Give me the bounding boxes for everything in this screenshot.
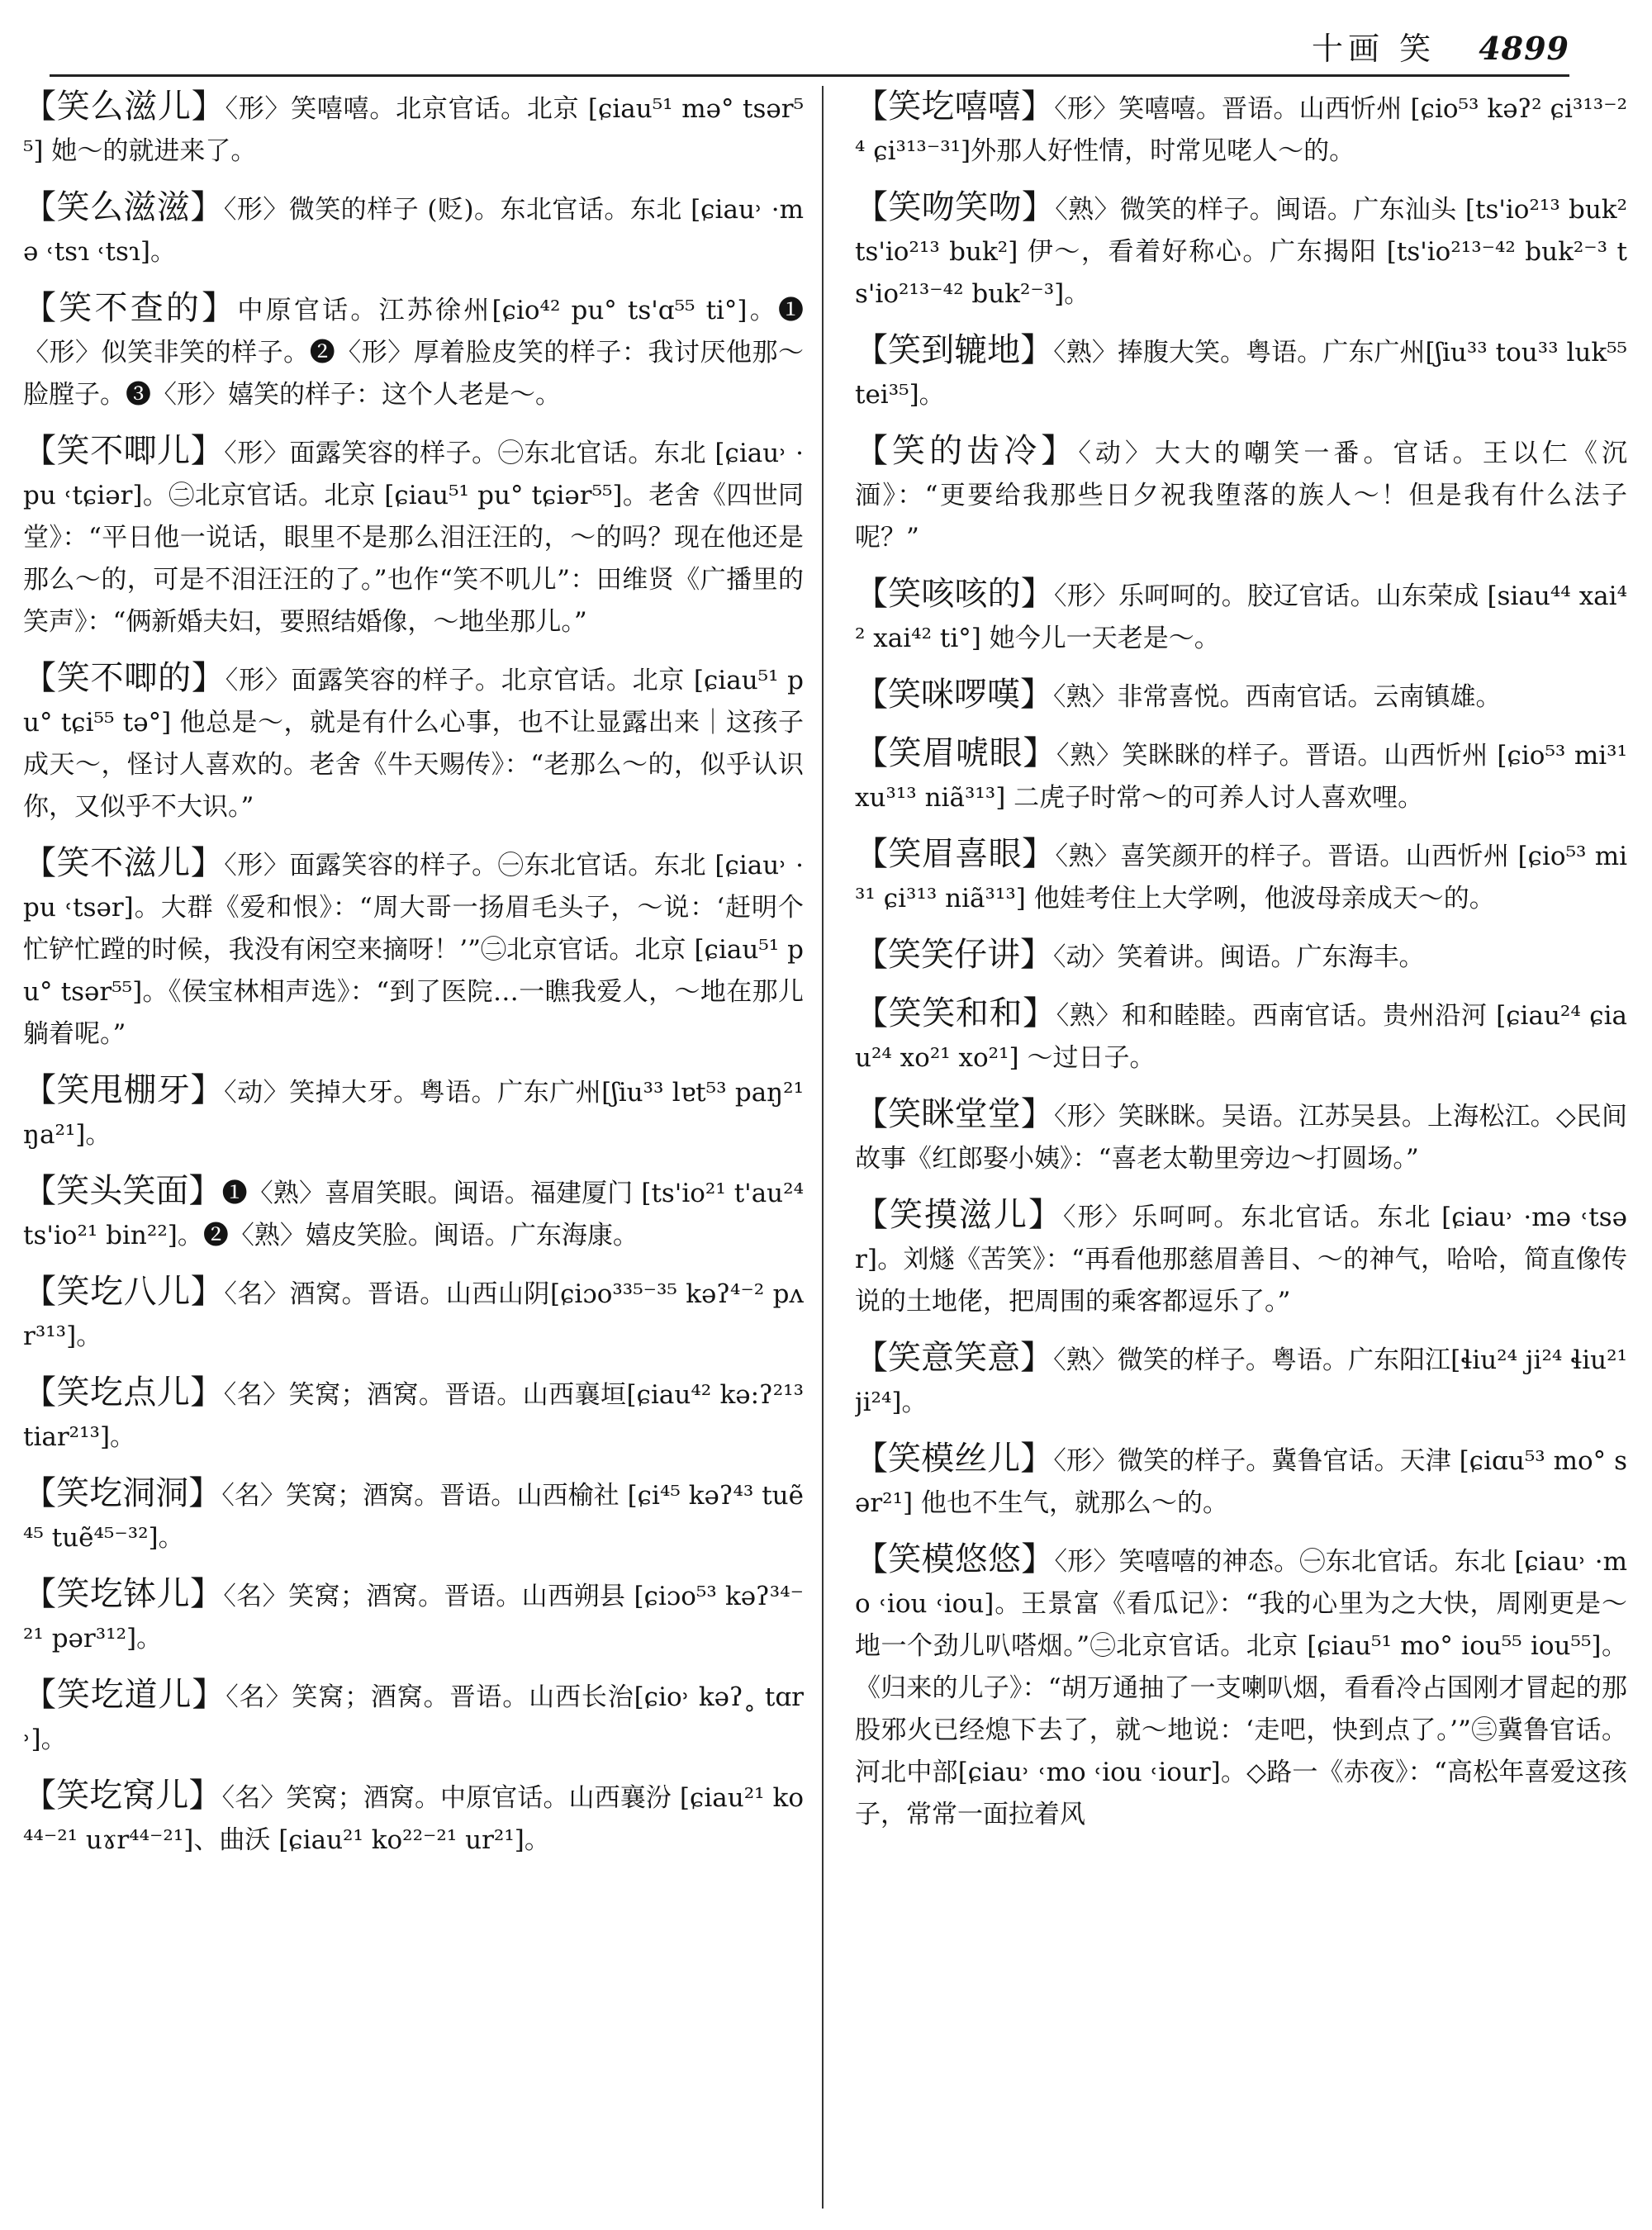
dictionary-entry bbox=[855, 1094, 1627, 1180]
dictionary-entry bbox=[23, 1170, 804, 1257]
dictionary-entry bbox=[23, 430, 804, 643]
headword: 【笑圪道儿】 bbox=[23, 1676, 226, 1714]
headword: 【笑笑和和】 bbox=[855, 994, 1056, 1032]
left-column bbox=[23, 86, 804, 2217]
headword: 【笑圪洞洞】 bbox=[23, 1474, 222, 1512]
definition: 〈名〉笑窝；酒窝。晋语。山西朔县 [ɕiɔo⁵³ kəʔ³⁴⁻²¹ pər³¹²]。 bbox=[23, 1582, 804, 1654]
dictionary-entry bbox=[23, 86, 804, 173]
definition: 〈动〉笑着讲。闽语。广东海丰。 bbox=[1053, 942, 1425, 972]
dictionary-entry bbox=[23, 1473, 804, 1559]
headword: 【笑圪点儿】 bbox=[23, 1374, 224, 1412]
dictionary-entry bbox=[23, 1070, 804, 1156]
dictionary-entry bbox=[23, 1674, 804, 1761]
page-number: 4899 bbox=[1479, 30, 1569, 67]
dictionary-entry bbox=[855, 993, 1627, 1079]
dictionary-entry bbox=[23, 187, 804, 273]
headword: 【笑头笑面】 bbox=[23, 1172, 222, 1210]
headword: 【笑意笑意】 bbox=[855, 1339, 1054, 1377]
headword: 【笑甩棚牙】 bbox=[23, 1071, 225, 1109]
dictionary-entry bbox=[855, 187, 1627, 316]
headword: 【笑么滋儿】 bbox=[23, 88, 225, 126]
dictionary-entry bbox=[23, 1573, 804, 1660]
definition: 〈形〉面露笑容的样子。㊀东北官话。东北 [ɕiau˒ ·pu ˓tɕiər]。㊁北京官话。北京 [ɕiau⁵¹ pu° tɕiər⁵⁵]。老舍《四世同堂》：“平日他一说话，眼里不是那么泪汪汪的，～的吗？现在他还是那么～的，可是不泪汪汪的了。”也作“笑不叽儿”：田维贤《广播里的笑声》：“俩新婚夫妇，要照结婚像，～地坐那儿。” bbox=[23, 439, 804, 637]
headword: 【笑不唧儿】 bbox=[23, 432, 225, 470]
definition: 〈名〉酒窝。晋语。山西山阴[ɕiɔo³³⁵⁻³⁵ kəʔ⁴⁻² pʌr³¹³]。 bbox=[23, 1279, 804, 1351]
definition: 〈形〉面露笑容的样子。㊀东北官话。东北 [ɕiau˒ ·pu ˓tsər]。大群《爱和恨》：“周大哥一扬眉毛头子，～说：‘赶明个忙铲忙蹚的时候，我没有闲空来摘呀！’”㊁北京官话。北京 [ɕiau⁵¹ pu° tsər⁵⁵]。《侯宝林相声选》：“到了医院…一瞧我爱人，～地在那儿躺着呢。” bbox=[23, 851, 804, 1049]
dictionary-entry bbox=[855, 86, 1627, 173]
headword: 【笑圪嘻嘻】 bbox=[855, 88, 1055, 126]
headword: 【笑圪钵儿】 bbox=[23, 1575, 224, 1613]
headword: 【笑咪啰嘆】 bbox=[855, 676, 1053, 714]
headword: 【笑圪八儿】 bbox=[23, 1273, 225, 1311]
headword: 【笑笑仔讲】 bbox=[855, 936, 1053, 974]
headword: 【笑摸滋儿】 bbox=[855, 1196, 1063, 1234]
definition: 〈熟〉捧腹大笑。粤语。广东广州[ʃiu³³ tou³³ luk⁵⁵ tei³⁵]。 bbox=[855, 338, 1627, 410]
dictionary-entry bbox=[855, 1194, 1627, 1323]
definition: 〈熟〉微笑的样子。闽语。广东汕头 [ts'io²¹³ buk² ts'io²¹³ buk²] 伊～，看着好称心。广东揭阳 [ts'io²¹³⁻⁴² buk²⁻³ ts'io²¹³⁻⁴² buk²⁻³]。 bbox=[855, 195, 1627, 309]
headword: 【笑么滋滋】 bbox=[23, 188, 224, 226]
dictionary-entry bbox=[855, 330, 1627, 416]
definition: 〈形〉微笑的样子。冀鲁官话。天津 [ɕiɑu⁵³ mo° sər²¹] 他也不生气，就那么～的。 bbox=[855, 1446, 1627, 1518]
dictionary-entry bbox=[855, 1438, 1627, 1525]
definition: 〈熟〉微笑的样子。粤语。广东阳江[ɬiu²⁴ ji²⁴ ɬiu²¹ ji²⁴]。 bbox=[855, 1345, 1627, 1417]
dictionary-entry bbox=[23, 1372, 804, 1459]
headword: 【笑吻笑吻】 bbox=[855, 188, 1056, 226]
headword: 【笑不滋儿】 bbox=[23, 844, 225, 882]
dictionary-entry bbox=[855, 833, 1627, 920]
headword: 【笑眯堂堂】 bbox=[855, 1095, 1054, 1133]
definition: 〈名〉笑窝；酒窝。中原官话。山西襄汾 [ɕiau²¹ ko⁴⁴⁻²¹ uɤr⁴⁴⁻²¹]、曲沃 [ɕiau²¹ ko²²⁻²¹ ur²¹]。 bbox=[23, 1783, 804, 1855]
definition: 中原官话。江苏徐州[ɕio⁴² pu° ts'ɑ⁵⁵ ti°]。❶〈形〉似笑非笑的样子。❷〈形〉厚着脸皮笑的样子：我讨厌他那～脸膛子。❸〈形〉嬉笑的样子：这个人老是～。 bbox=[23, 296, 804, 410]
header-rule bbox=[50, 74, 1569, 77]
radical-char: 笑 bbox=[1399, 31, 1436, 67]
definition: ❶〈熟〉喜眉笑眼。闽语。福建厦门 [ts'io²¹ t'au²⁴ ts'io²¹ bin²²]。❷〈熟〉嬉皮笑脸。闽语。广东海康。 bbox=[23, 1179, 804, 1250]
definition: 〈形〉面露笑容的样子。北京官话。北京 [ɕiau⁵¹ pu° tɕi⁵⁵ tə°] 他总是～，就是有什么心事，也不让显露出来｜这孩子成天～，怪讨人喜欢的。老舍《牛天赐传》：“老那么～的，似乎认识你，又似乎不大识。” bbox=[23, 666, 804, 822]
dictionary-entry bbox=[855, 674, 1627, 719]
headword: 【笑模丝儿】 bbox=[855, 1440, 1054, 1478]
definition: 〈熟〉非常喜悦。西南官话。云南镇雄。 bbox=[1053, 682, 1502, 712]
running-head bbox=[1312, 23, 1569, 69]
stroke-count: 十画 bbox=[1312, 31, 1385, 67]
definition: 〈动〉笑掉大牙。粤语。广东广州[ʃiu³³ lɐt⁵³ paŋ²¹ ŋa²¹]。 bbox=[23, 1078, 804, 1150]
headword: 【笑到辘地】 bbox=[855, 331, 1054, 369]
dictionary-entry bbox=[855, 573, 1627, 660]
headword: 【笑眉唬眼】 bbox=[855, 734, 1057, 772]
headword: 【笑不查的】 bbox=[23, 289, 238, 327]
definition: 〈形〉笑嘻嘻。北京官话。北京 [ɕiau⁵¹ mə° tsər⁵⁵] 她～的就进来了。 bbox=[23, 94, 804, 166]
definition: 〈形〉微笑的样子 (贬)。东北官话。东北 [ɕiau˒ ·mə ˓tsɿ ˓tsɿ]。 bbox=[23, 195, 804, 267]
headword: 【笑的齿冷】 bbox=[855, 432, 1079, 470]
dictionary-entry bbox=[855, 1337, 1627, 1424]
dictionary-entry bbox=[23, 657, 804, 828]
dictionary-entry bbox=[23, 287, 804, 416]
dictionary-entry bbox=[855, 934, 1627, 979]
dictionary-entry bbox=[23, 1271, 804, 1358]
definition: 〈熟〉笑眯眯的样子。晋语。山西忻州 [ɕio⁵³ mi³¹ xu³¹³ niã³¹³] 二虎子时常～的可养人讨人喜欢哩。 bbox=[855, 741, 1627, 813]
definition: 〈形〉乐呵呵。东北官话。东北 [ɕiau˒ ·mə ˓tsər]。刘燧《苦笑》：“再看他那慈眉善目、～的神气，哈哈，简直像传说的土地佬，把周围的乘客都逗乐了。” bbox=[855, 1203, 1627, 1317]
right-column bbox=[855, 86, 1627, 2217]
page-header bbox=[50, 18, 1602, 78]
dictionary-entry bbox=[855, 733, 1627, 819]
definition: 〈形〉乐呵呵的。胶辽官话。山东荣成 [siau⁴⁴ xai⁴² xai⁴² ti°] 她今儿一天老是～。 bbox=[855, 581, 1627, 653]
headword: 【笑模悠悠】 bbox=[855, 1540, 1055, 1578]
definition: 〈熟〉喜笑颜开的样子。晋语。山西忻州 [ɕio⁵³ mi³¹ ɕi³¹³ niã³¹³] 他娃考住上大学咧，他波母亲成天～的。 bbox=[855, 842, 1627, 913]
definition: 〈形〉笑嘻嘻。晋语。山西忻州 [ɕio⁵³ kəʔ² ɕi³¹³⁻²⁴ ɕi³¹³⁻³¹]外那人好性情，时常见咾人～的。 bbox=[855, 94, 1627, 166]
definition: 〈名〉笑窝；酒窝。晋语。山西榆社 [ɕi⁴⁵ kəʔ⁴³ tuẽ⁴⁵ tuẽ⁴⁵⁻³²]。 bbox=[23, 1481, 804, 1553]
dictionary-entry bbox=[855, 430, 1627, 559]
headword: 【笑咳咳的】 bbox=[855, 575, 1055, 613]
column-divider bbox=[822, 86, 824, 2209]
definition: 〈熟〉和和睦睦。西南官话。贵州沿河 [ɕiau²⁴ ɕiau²⁴ xo²¹ xo²¹] ～过日子。 bbox=[855, 1001, 1627, 1073]
dictionary-entry bbox=[855, 1539, 1627, 1836]
headword: 【笑不唧的】 bbox=[23, 659, 225, 697]
headword: 【笑圪窝儿】 bbox=[23, 1777, 222, 1815]
definition: 〈动〉大大的嘲笑一番。官话。王以仁《沉湎》：“更要给我那些日夕祝我堕落的族人～！但是我有什么法子呢？” bbox=[855, 439, 1627, 553]
definition: 〈形〉笑眯眯。吴语。江苏吴县。上海松江。◇民间故事《红郎娶小姨》：“喜老太勒里旁边～打圆场。” bbox=[855, 1102, 1627, 1174]
headword: 【笑眉喜眼】 bbox=[855, 835, 1056, 873]
definition: 〈名〉笑窝；酒窝。晋语。山西长治[ɕio˒ kəʔ˳ tɑr˒]。 bbox=[23, 1682, 804, 1754]
dictionary-entry bbox=[23, 842, 804, 1056]
dictionary-entry bbox=[23, 1775, 804, 1862]
definition: 〈名〉笑窝；酒窝。晋语。山西襄垣[ɕiau⁴² kə:ʔ²¹³ tiar²¹³]。 bbox=[23, 1380, 804, 1452]
definition: 〈形〉笑嘻嘻的神态。㊀东北官话。东北 [ɕiau˒ ·mo ˓iou ˓iou]。王景富《看瓜记》：“我的心里为之大快，周刚更是～地一个劲儿叭嗒烟。”㊁北京官话。北京 [ɕiau⁵¹ mo° iou⁵⁵ iou⁵⁵]。《归来的儿子》：“胡万通抽了一支喇叭烟，看看冷占国刚才冒起的那股邪火已经熄下去了，就～地说：‘走吧，快到点了。’”㊂冀鲁官话。河北中部[ɕiau˒ ˓mo ˓iou ˓iour]。◇路一《赤夜》：“高松年喜爱这孩子，常常一面拉着风 bbox=[855, 1547, 1627, 1829]
